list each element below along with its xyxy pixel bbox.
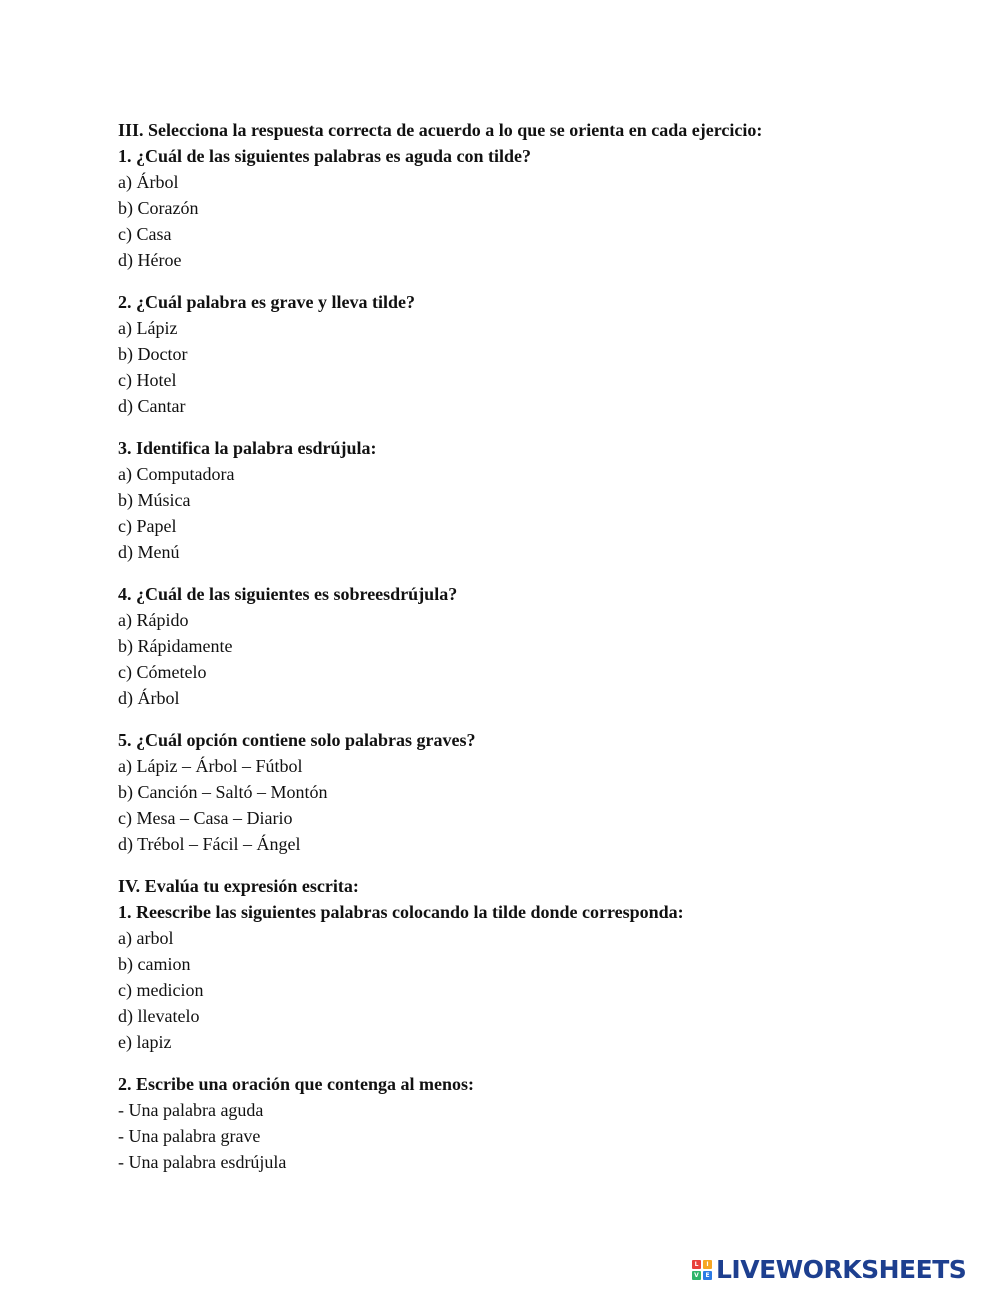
section-4-question-2-item-2: - Una palabra grave: [118, 1126, 261, 1146]
question-5-option-b: b) Canción – Saltó – Montón: [118, 782, 328, 802]
question-5-option-a: a) Lápiz – Árbol – Fútbol: [118, 756, 303, 776]
section-4-question-1-item-b: b) camion: [118, 954, 191, 974]
liveworksheets-logo: [692, 1255, 966, 1285]
logo-cell-e: E: [703, 1271, 712, 1280]
question-4-option-c: c) Cómetelo: [118, 662, 207, 682]
question-3-text: 3. Identifica la palabra esdrújula:: [118, 438, 377, 458]
question-5-block: [118, 727, 958, 857]
question-4-option-d: d) Árbol: [118, 688, 180, 708]
section-4-question-1-item-c: c) medicion: [118, 980, 204, 1000]
question-2-option-a: a) Lápiz: [118, 318, 178, 338]
question-3-option-d: d) Menú: [118, 542, 180, 562]
section-4-block: [118, 873, 958, 1055]
section-4-question-2-item-1: - Una palabra aguda: [118, 1100, 264, 1120]
section-4-question-2-text: 2. Escribe una oración que contenga al menos:: [118, 1074, 475, 1094]
question-3-block: [118, 435, 958, 565]
question-5-option-c: c) Mesa – Casa – Diario: [118, 808, 293, 828]
section-3-heading: III. Selecciona la respuesta correcta de acuerdo a lo que se orienta en cada ejercicio:: [118, 120, 763, 140]
section-4-question-1-item-a: a) arbol: [118, 928, 174, 948]
question-2-text: 2. ¿Cuál palabra es grave y lleva tilde?: [118, 292, 415, 312]
question-2-option-b: b) Doctor: [118, 344, 188, 364]
question-4-text: 4. ¿Cuál de las siguientes es sobreesdrújula?: [118, 584, 458, 604]
section-4-question-1-item-d: d) llevatelo: [118, 1006, 200, 1026]
logo-cell-l: L: [692, 1260, 701, 1269]
question-1-option-c: c) Casa: [118, 224, 172, 244]
question-4-block: [118, 581, 958, 711]
logo-cell-v: V: [692, 1271, 701, 1280]
liveworksheets-logo-text: LIVEWORKSHEETS: [716, 1255, 967, 1284]
worksheet-content: [118, 117, 958, 1175]
question-3-option-a: a) Computadora: [118, 464, 235, 484]
section-4-question-1-text: 1. Reescribe las siguientes palabras colocando la tilde donde corresponda:: [118, 902, 684, 922]
question-5-text: 5. ¿Cuál opción contiene solo palabras graves?: [118, 730, 476, 750]
section-4-question-2-block: [118, 1071, 958, 1175]
section-4-question-1-item-e: e) lapiz: [118, 1032, 172, 1052]
question-4-option-b: b) Rápidamente: [118, 636, 233, 656]
question-1-block: [118, 143, 958, 273]
question-3-option-b: b) Música: [118, 490, 191, 510]
logo-cell-i: I: [703, 1260, 712, 1269]
question-5-option-d: d) Trébol – Fácil – Ángel: [118, 834, 301, 854]
liveworksheets-logo-icon: [692, 1260, 712, 1280]
question-1-option-a: a) Árbol: [118, 172, 179, 192]
question-1-option-b: b) Corazón: [118, 198, 199, 218]
section-4-question-2-item-3: - Una palabra esdrújula: [118, 1152, 287, 1172]
question-2-option-d: d) Cantar: [118, 396, 186, 416]
question-2-block: [118, 289, 958, 419]
question-1-option-d: d) Héroe: [118, 250, 182, 270]
question-4-option-a: a) Rápido: [118, 610, 189, 630]
question-3-option-c: c) Papel: [118, 516, 177, 536]
question-2-option-c: c) Hotel: [118, 370, 177, 390]
section-4-heading: IV. Evalúa tu expresión escrita:: [118, 876, 359, 896]
question-1-text: 1. ¿Cuál de las siguientes palabras es aguda con tilde?: [118, 146, 532, 166]
